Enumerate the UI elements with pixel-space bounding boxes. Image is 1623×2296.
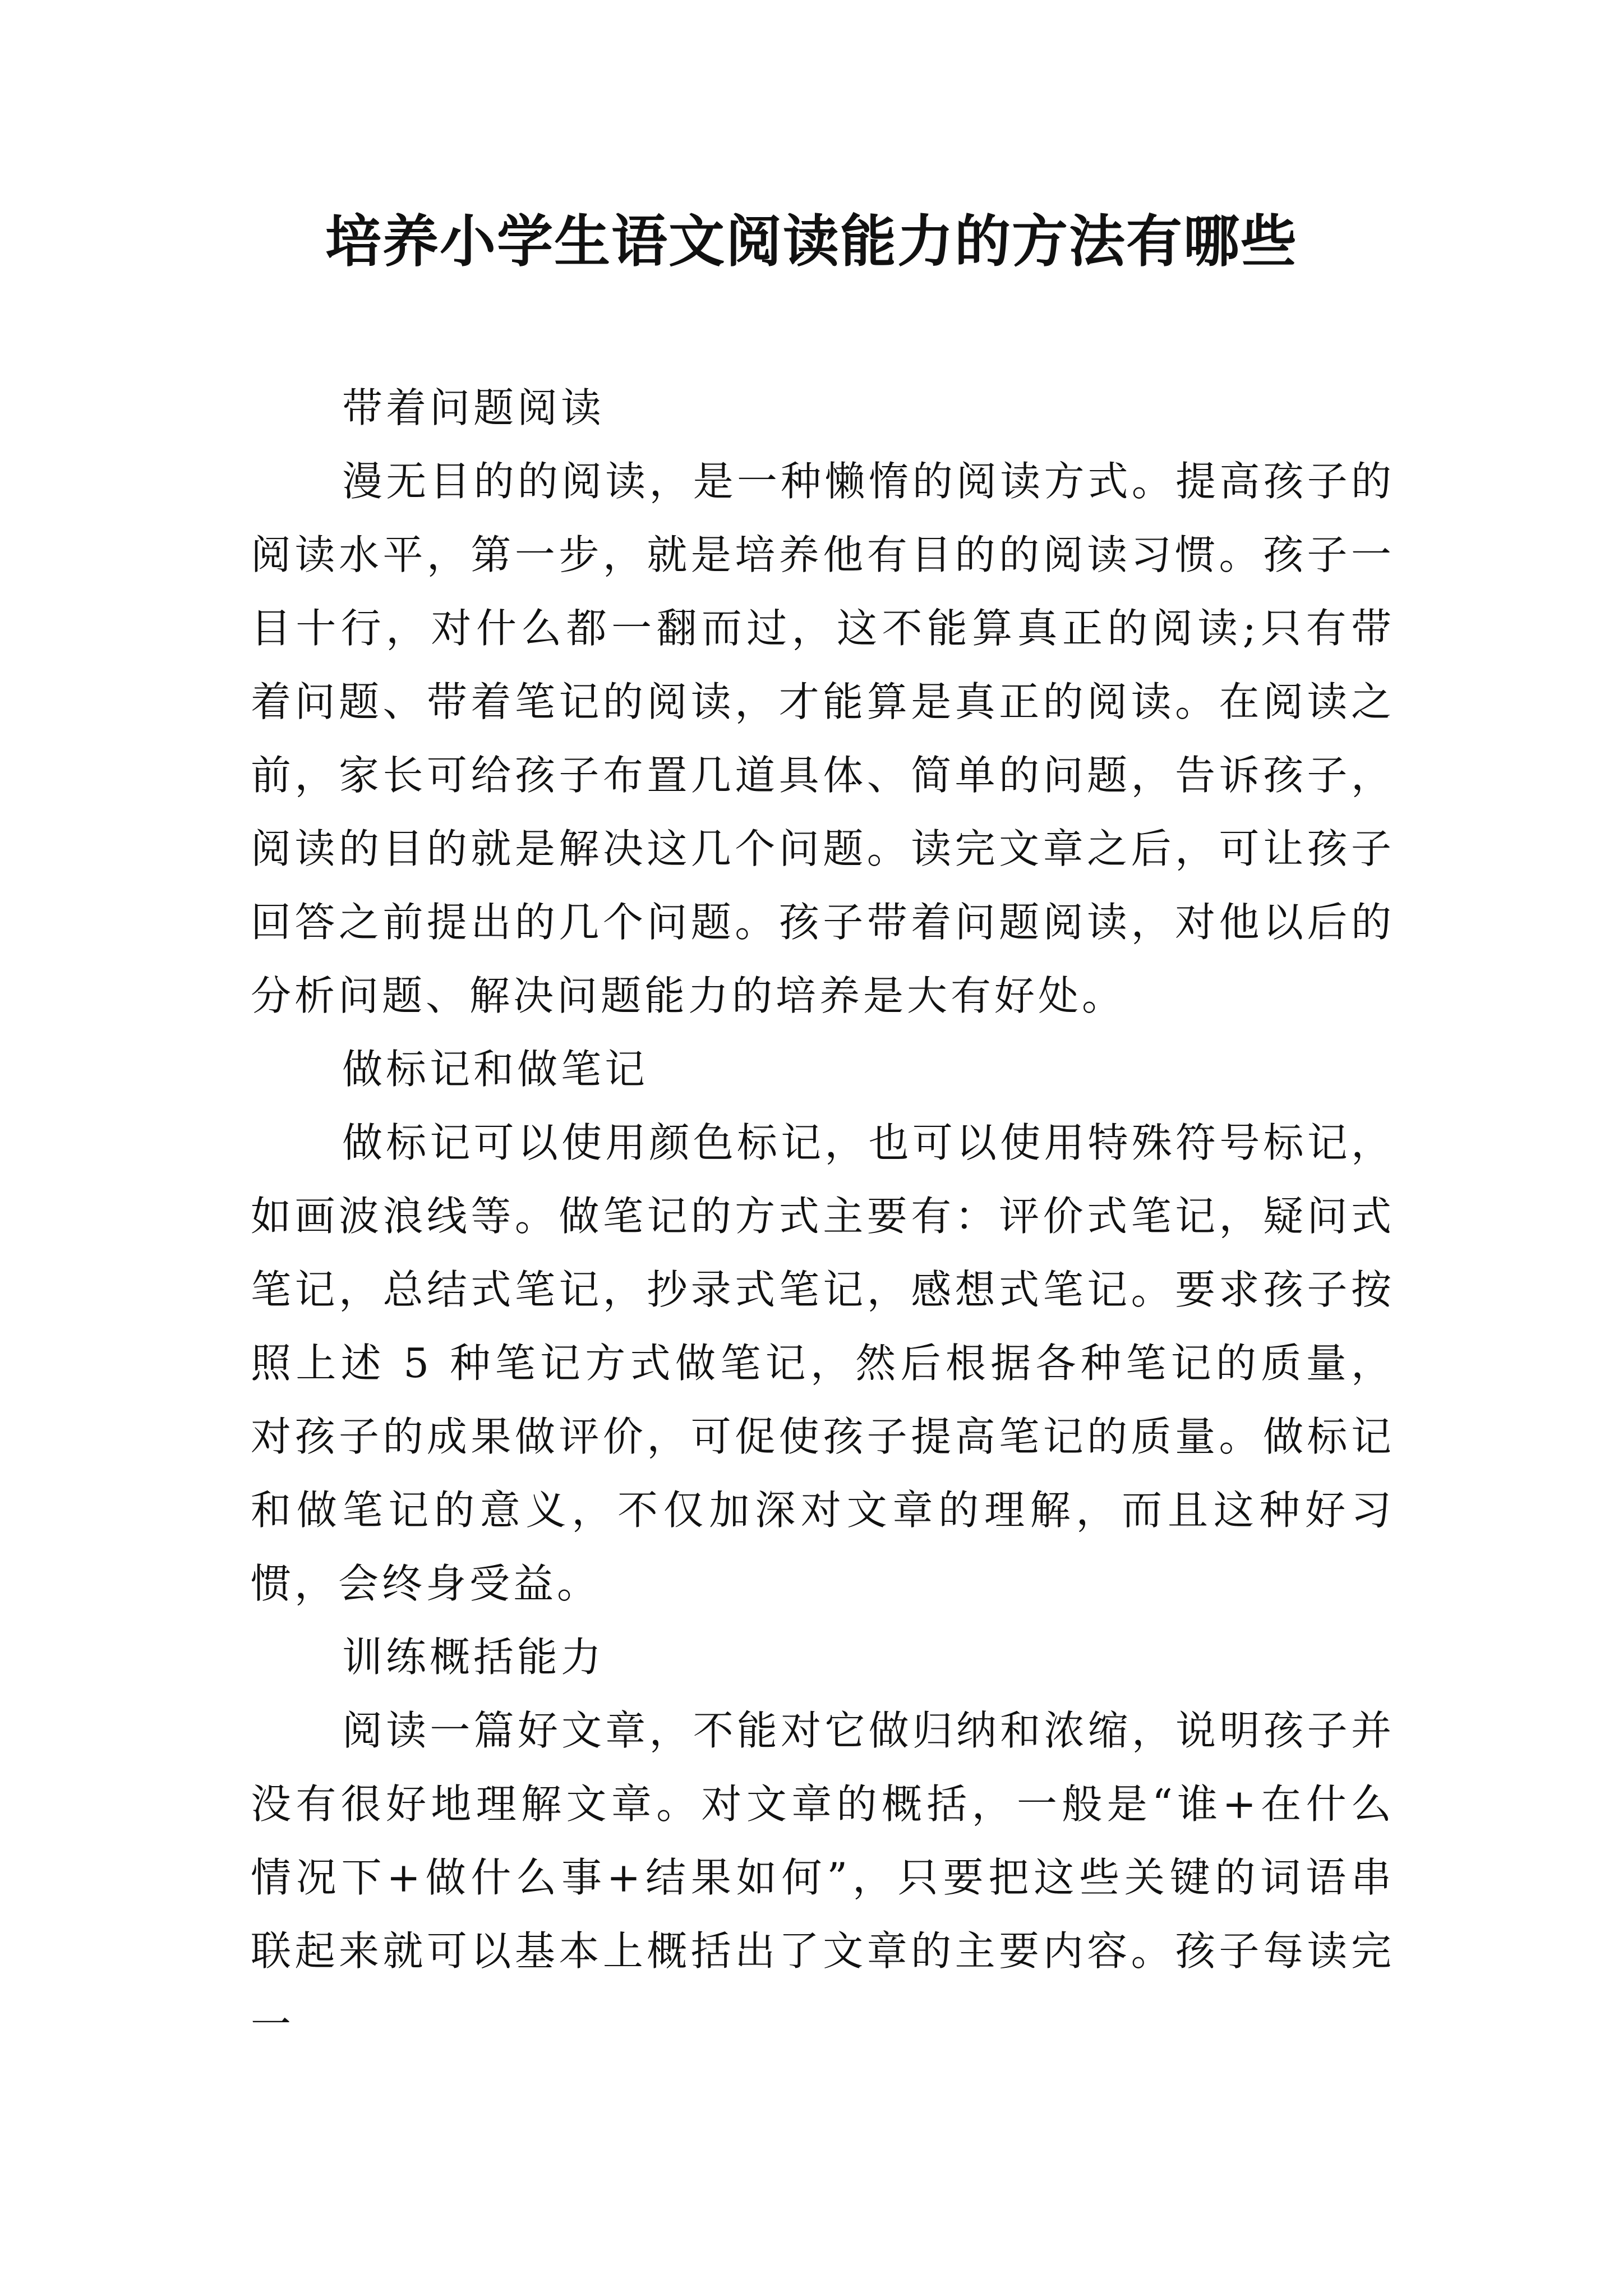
document-title: 培养小学生语文阅读能力的方法有哪些: [325, 208, 1298, 274]
section-heading: 做标记和做笔记: [342, 1046, 649, 1093]
section-paragraph: 漫无目的的阅读，是一种懒惰的阅读方式。提高孩子的阅读水平，第一步，就是培养他有目的的阅读习惯。孩子一目十行，对什么都一翻而过，这不能算真正的阅读;只有带着问题、带着笔记的阅读，才能算是真正的阅读。在阅读之前，家长可给孩子布置几道具体、简单的问题，告诉孩子，阅读的目的就是解决这几个问题。读完文章之后，可让孩子回答之前提出的几个问题。孩子带着问题阅读，对他以后的分析问题、解决问题能力的培养是大有好处。: [251, 458, 1395, 1019]
section-paragraph: 做标记可以使用颜色标记，也可以使用特殊符号标记，如画波浪线等。做笔记的方式主要有：评价式笔记，疑问式笔记，总结式笔记，抄录式笔记，感想式笔记。要求孩子按照上述 5 种笔记方式做笔记，然后根据各种笔记的质量，对孩子的成果做评价，可促使孩子提高笔记的质量。做标记和做笔记的意义，不仅加深对文章的理解，而且这种好习惯，会终身受益。: [251, 1119, 1395, 1607]
section-heading: 带着问题阅读: [342, 384, 605, 431]
section-heading: 训练概括能力: [342, 1634, 605, 1681]
section-paragraph: 阅读一篇好文章，不能对它做归纳和浓缩，说明孩子并没有很好地理解文章。对文章的概括，一般是“谁+在什么情况下+做什么事+结果如何”，只要把这些关键的词语串联起来就可以基本上概括出了文章的主要内容。孩子每读完一: [251, 1707, 1395, 2048]
document-body: [251, 371, 1395, 2062]
